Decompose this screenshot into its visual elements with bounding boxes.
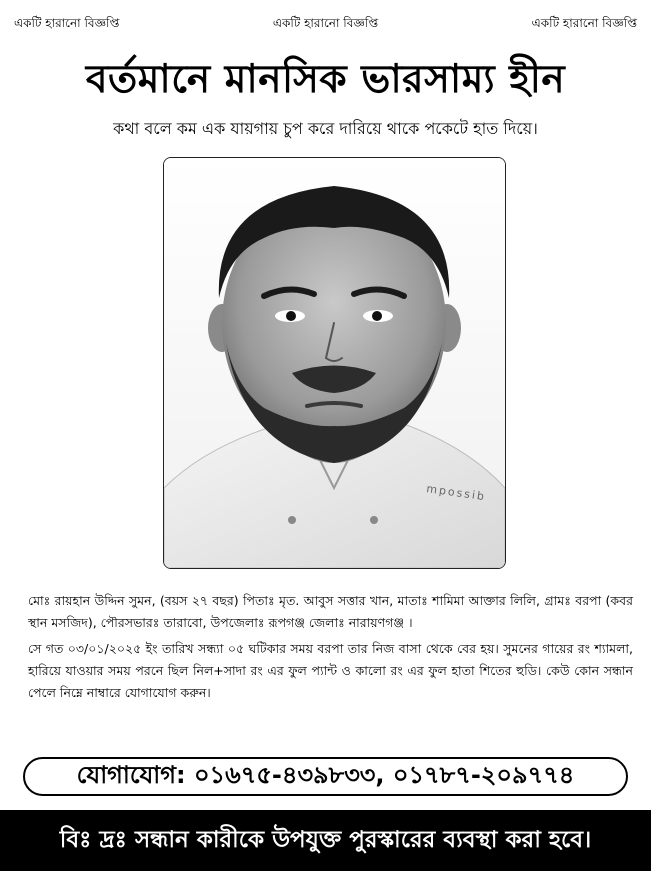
reward-banner: [0, 810, 651, 871]
missing-person-photo: [163, 157, 506, 569]
top-label-strip: [14, 14, 637, 36]
contact-numbers: যোগাযোগ: ০১৬৭৫-৪৩৯৮৩৩, ০১৭৮৭-২০৯৭৭৪: [76, 760, 575, 789]
top-label-left: একটি হারানো বিজ্ঞপ্তি: [14, 16, 120, 30]
top-label-center: একটি হারানো বিজ্ঞপ্তি: [272, 16, 379, 30]
reward-text: বিঃ দ্রঃ সন্ধান কারীকে উপযুক্ত পুরস্কারের ব্যবস্থা করা হবে।: [59, 827, 592, 853]
top-label-right: একটি হারানো বিজ্ঞপ্তি: [531, 16, 637, 30]
bio-identity: মোঃ রায়হান উদ্দিন সুমন, (বয়স ২৭ বছর) পিতাঃ মৃত. আবুস সত্তার খান, মাতাঃ শামিমা আক্তার লিলি, গ্রামঃ বরপা (কবর স্থান মসজিদ), পৌরসভারঃ তারাবো, উপজেলাঃ রূপগঞ্জ জেলাঃ নারায়ণগঞ্জ ।: [28, 593, 633, 630]
shirt-print-text: mpossib: [425, 482, 487, 504]
portrait-illustration: [164, 158, 505, 568]
subline: কথা বলে কম এক যায়গায় চুপ করে দারিয়ে থাকে পকেটে হাত দিয়ে।: [113, 119, 538, 138]
person-details: [28, 590, 633, 708]
headline: বর্তমানে মানসিক ভারসাম্য হীন: [85, 57, 566, 102]
bio-disappearance: সে গত ০৩/০১/২০২৫ ইং তারিখ সন্ধ্যা ০৫ ঘটিকার সময় বরপা তার নিজ বাসা থেকে বের হয়। সুমনের গায়ের রং শ্যামলা, হারিয়ে যাওয়ার সময় পরনে ছিল নিল+সাদা রং এর ফুল প্যান্ট ও কালো রং এর ফুল হাতা শিতের হুডি। কেউ কোন সন্ধান পেলে নিম্নে নাম্বারে যোগাযোগ করুন।: [28, 641, 633, 700]
contact-box: [23, 757, 628, 796]
